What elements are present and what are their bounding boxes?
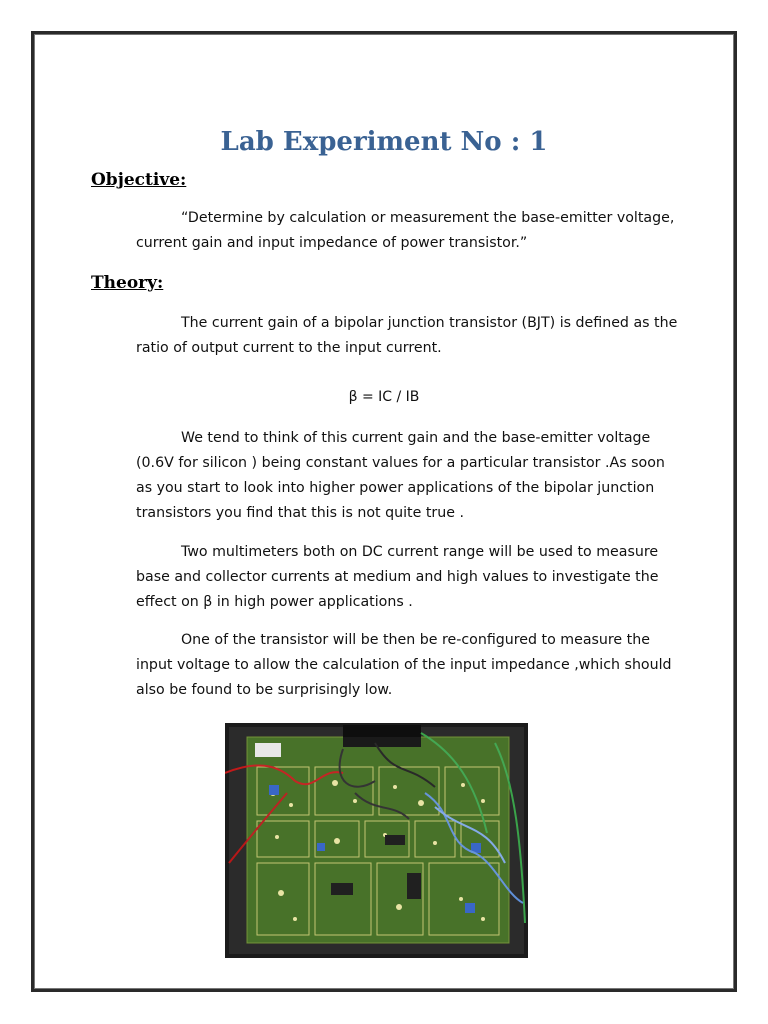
theory-paragraph-1-text: The current gain of a bipolar junction transistor (BJT) is defined as the ratio of output current to the input current. (136, 315, 678, 356)
theory-paragraph-2 (136, 426, 681, 526)
objective-text (136, 206, 681, 256)
page-title: Lab Experiment No : 1 (220, 127, 548, 157)
objective-text-content: “Determine by calculation or measurement the base-emitter voltage, current gain and input impedance of power transistor.” (136, 210, 675, 251)
theory-paragraph-3-text: Two multimeters both on DC current range will be used to measure base and collector currents at medium and high values to investigate the effect on β in high power applications . (136, 544, 659, 610)
theory-paragraph-2-text: We tend to think of this current gain and the base-emitter voltage (0.6V for silicon ) being constant values for a particular transistor .As soon as you start to look into higher power applications of the bipolar junction transistors you find that this is not quite true . (136, 430, 665, 521)
objective-heading: Objective: (91, 170, 187, 190)
theory-paragraph-4-text: One of the transistor will be then be re-configured to measure the input voltage to allow the calculation of the input impedance ,which should also be found to be surprisingly low. (136, 632, 672, 698)
theory-paragraph-3 (136, 540, 681, 615)
theory-paragraph-1 (136, 311, 681, 361)
theory-paragraph-4 (136, 628, 681, 703)
theory-heading: Theory: (91, 273, 164, 293)
current-gain-formula: β = IC / IB (348, 389, 420, 405)
circuit-trainer-board-photo (225, 723, 528, 958)
